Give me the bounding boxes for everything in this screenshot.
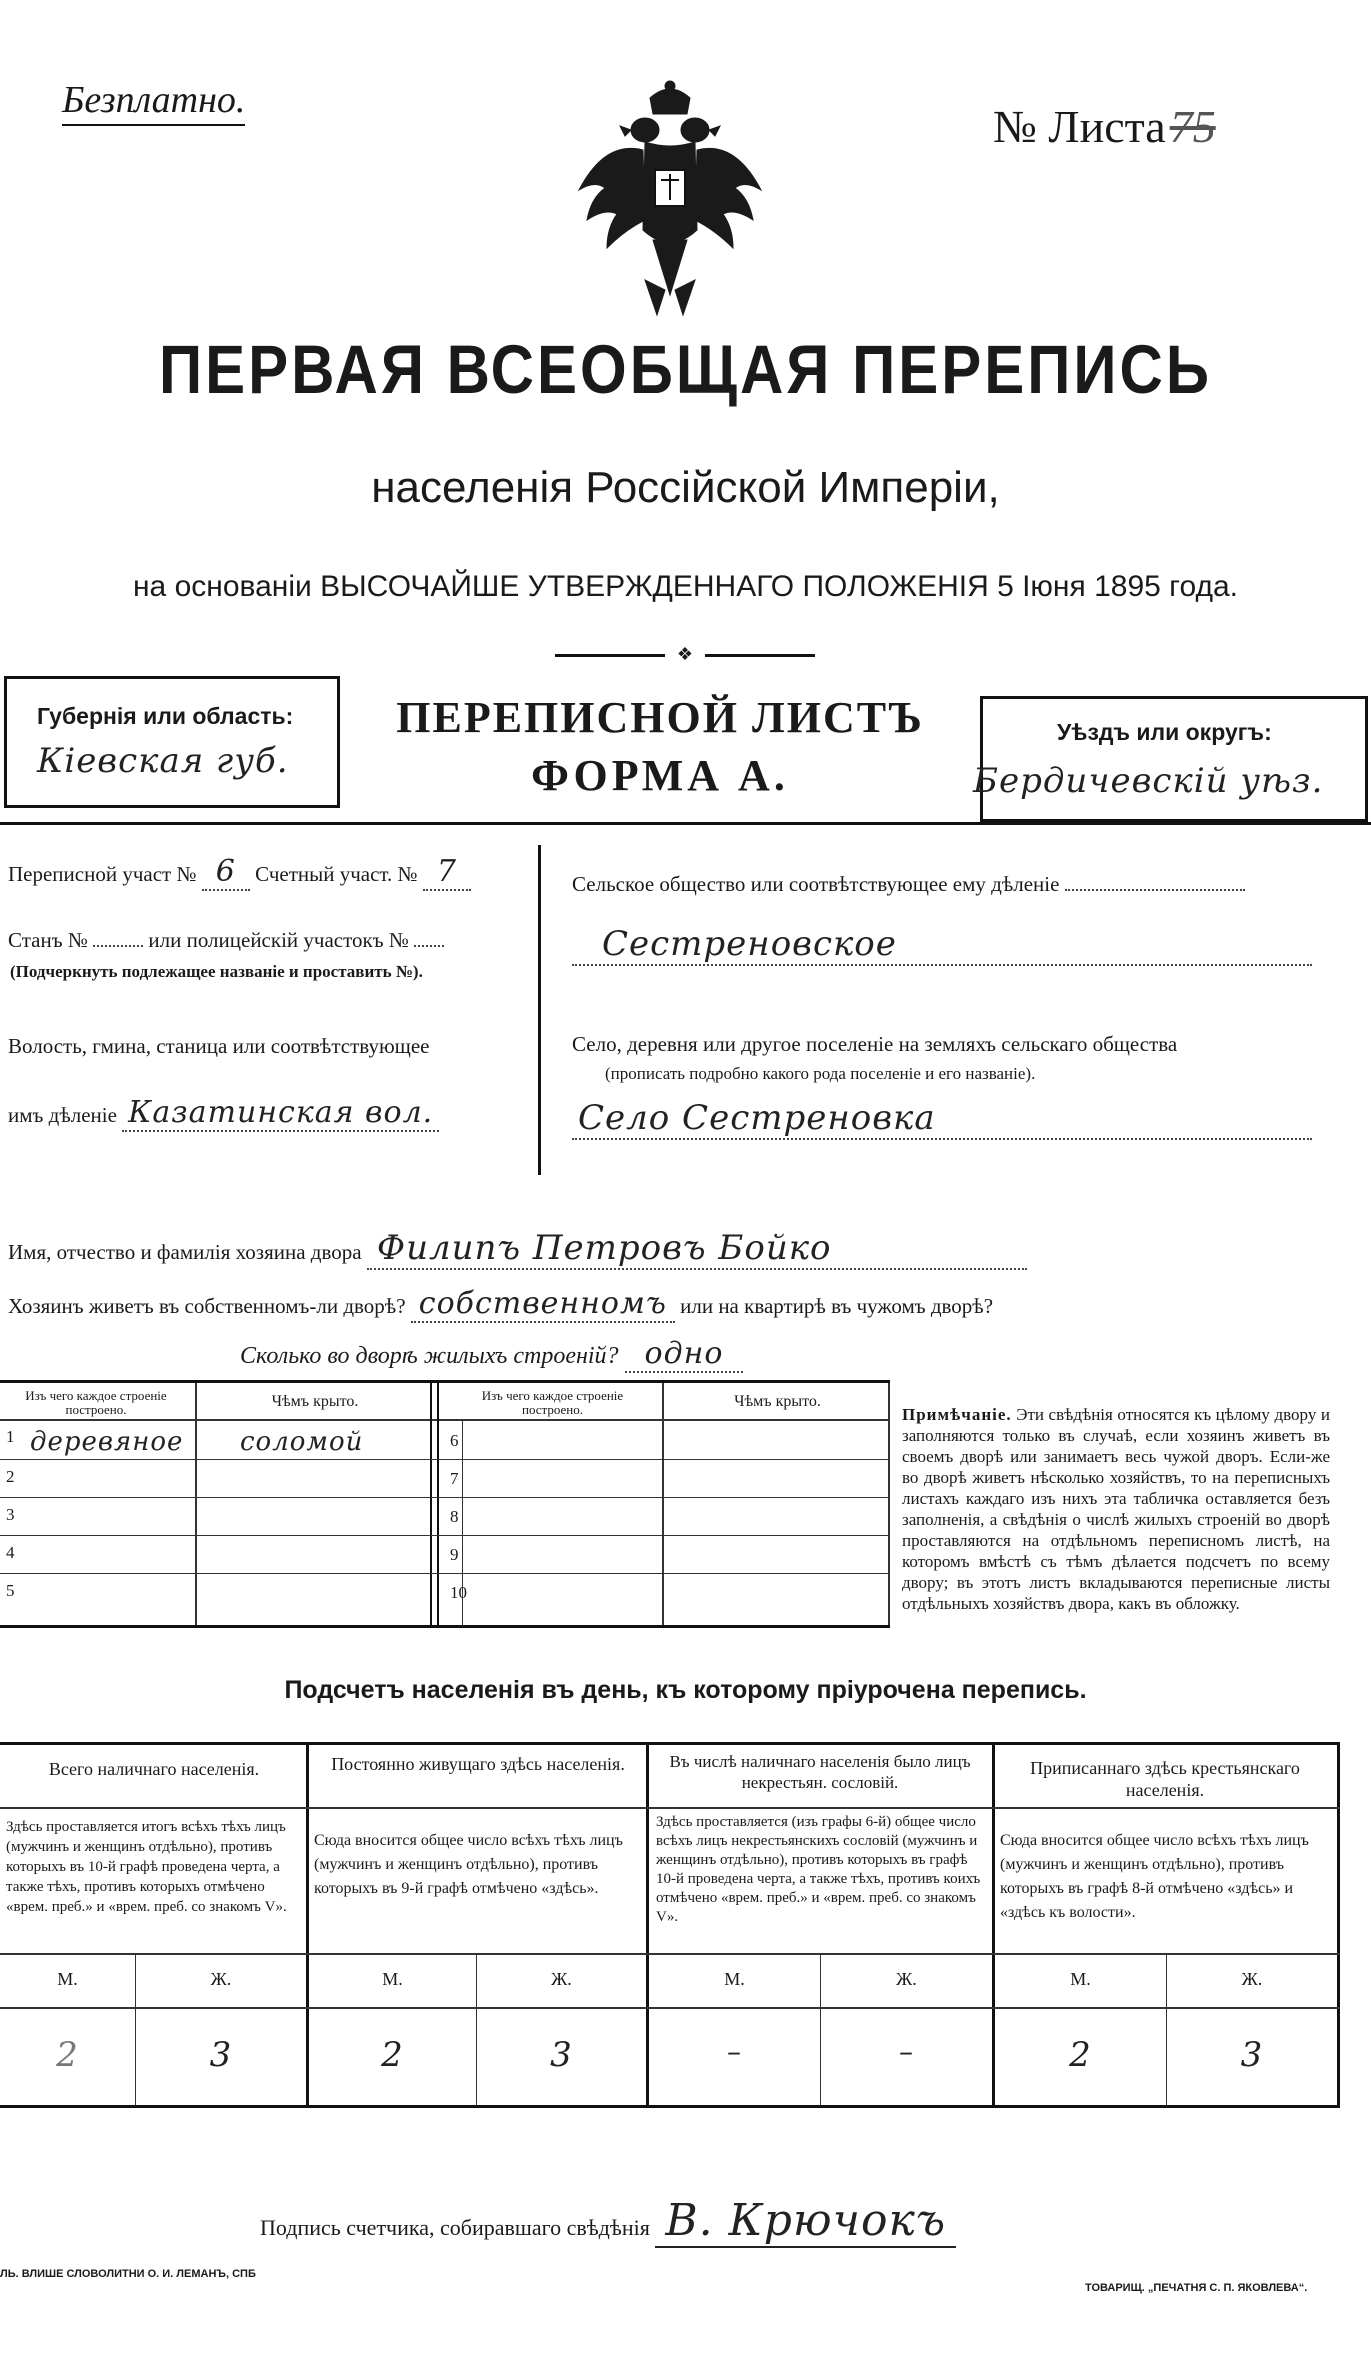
pop-col2-m-label: М. <box>382 1969 403 1989</box>
schetny-label: Счетный участ. № <box>255 862 418 886</box>
uezd-label: Уѣздъ или округъ: <box>1057 719 1272 745</box>
gubernia-value: Кіевская губ. <box>37 741 289 781</box>
note-title: Примѣчаніе. <box>902 1405 1012 1424</box>
buildings-row <box>240 1336 743 1371</box>
section-divider-top <box>0 822 1371 825</box>
form-subtitle: ФОРМА А. <box>531 751 789 800</box>
uchastok-label: Переписной участ № <box>8 862 197 886</box>
settlement-note: (прописать подробно какого рода поселеніе и его названіе). <box>605 1064 1036 1083</box>
pop-col4-f-label: Ж. <box>1241 1969 1263 1989</box>
buildings-label: Сколько во дворѣ жилыхъ строеній? <box>240 1343 619 1369</box>
col-roof-left: Чѣмъ крыто. <box>271 1393 359 1410</box>
buildings-value: одно <box>625 1336 744 1373</box>
imperial-eagle-emblem <box>565 80 775 320</box>
pop-col4-m-value: 2 <box>1069 2035 1092 2075</box>
building-row-number: 5 <box>6 1581 15 1600</box>
pop-col1-m-value: 2 <box>56 2035 79 2075</box>
pop-col3-m-value: – <box>727 2035 742 2068</box>
column-divider <box>538 845 541 1175</box>
schetny-value: 7 <box>423 854 471 891</box>
society-value: Сестреновское <box>572 924 1312 966</box>
stan-label: Станъ № <box>8 928 88 952</box>
uezd-value: Бердичевскій уѣз. <box>973 761 1324 801</box>
col-material-right: Изъ чего каждое строеніе построено. <box>481 1388 624 1417</box>
owner-lives-value: собственномъ <box>411 1286 675 1323</box>
page-subtitle: населенія Россійской Имперіи, <box>371 463 1000 512</box>
pop-col3-f-value: – <box>899 2035 914 2068</box>
pop-col2-f-value: 3 <box>550 2035 573 2075</box>
police-label: или полицейскій участокъ № <box>148 928 409 952</box>
society-label: Сельское общество или соотвѣтствующее ему дѣленіе <box>572 872 1060 896</box>
pop-col3-f-label: Ж. <box>896 1969 917 1989</box>
owner-name-label: Имя, отчество и фамилія хозяина двора <box>8 1240 362 1264</box>
owner-name-row <box>8 1228 1027 1270</box>
volost-row <box>8 1095 439 1130</box>
building-row-number: 3 <box>6 1505 15 1524</box>
owner-lives-label-b: или на квартирѣ въ чужомъ дворѣ? <box>680 1294 994 1318</box>
pop-col1-f-value: 3 <box>209 2035 233 2075</box>
ornament-divider: ❖ <box>555 650 815 660</box>
uezd-box <box>973 696 1368 822</box>
pop-col2-m-value: 2 <box>381 2035 404 2075</box>
settlement-label: Село, деревня или другое поселеніе на земляхъ сельскаго общества <box>572 1032 1178 1056</box>
signature-row <box>260 2195 956 2246</box>
building-row-number: 10 <box>450 1583 467 1602</box>
pop-col4-header: Приписаннаго здѣсь крестьянскаго населенія. <box>1030 1758 1300 1800</box>
pop-col2-header: Постоянно живущаго здѣсь населенія. <box>331 1754 625 1774</box>
pop-col3-header: Въ числѣ наличнаго населенія было лицъ некрестьян. сословій. <box>669 1752 971 1792</box>
pop-col4-m-label: М. <box>1070 1969 1091 1989</box>
owner-lives-label-a: Хозяинъ живетъ въ собственномъ-ли дворѣ? <box>8 1294 406 1318</box>
signature-label: Подпись счетчика, собиравшаго свѣдѣнія <box>260 2215 650 2240</box>
pop-col1-header: Всего наличнаго населенія. <box>48 1759 260 1779</box>
building-row-number: 8 <box>450 1507 459 1526</box>
building-row-number: 2 <box>6 1467 15 1486</box>
settlement-value: Село Сестреновка <box>572 1098 1312 1140</box>
col-material-left: Изъ чего каждое строеніе построено. <box>25 1388 167 1417</box>
sheet-number-value: 75 <box>1169 101 1216 152</box>
pop-col3-desc: Здѣсь проставляется (изъ графы 6-й) общее число всѣхъ лицъ некрестьянскихъ сословій (мужчинъ и женщинъ отдѣльно), противъ которыхъ въ графѣ 10-й проведена черта, а также тѣхъ, противъ коихъ отмѣчено «врем. преб.» и «врем. преб. со знакомъ V». <box>656 1814 981 1925</box>
building-row-number: 9 <box>450 1545 459 1564</box>
page-title: ПЕРВАЯ ВСЕОБЩАЯ ПЕРЕПИСЬ <box>159 330 1212 409</box>
decree-basis: на основаніи ВЫСОЧАЙШЕ УТВЕРЖДЕННАГО ПОЛОЖЕНІЯ 5 Іюня 1895 года. <box>132 570 1238 603</box>
building-material: деревяное <box>30 1427 184 1457</box>
pop-col2-f-label: Ж. <box>551 1969 572 1989</box>
free-label: Безплатно. <box>62 78 245 126</box>
pop-col1-m-label: М. <box>57 1969 78 1989</box>
pop-col4-desc: Сюда вносится общее число всѣхъ тѣхъ лицъ (мужчинъ и женщинъ отдѣльно), противъ которыхъ въ графѣ 8-й отмѣчено «здѣсь» и «здѣсь къ волости». <box>1000 1832 1309 1921</box>
building-row-number: 6 <box>450 1431 459 1450</box>
building-row-number: 7 <box>450 1469 459 1488</box>
note-block <box>902 1404 1330 1614</box>
pop-col2-desc: Сюда вносится общее число всѣхъ тѣхъ лицъ (мужчинъ и женщинъ отдѣльно), противъ которыхъ въ 9-й графѣ отмѣчено «здѣсь». <box>314 1832 623 1897</box>
uchastok-row <box>8 854 471 889</box>
volost-label-2: имъ дѣленіе <box>8 1103 117 1127</box>
building-row-number: 1 <box>6 1427 15 1446</box>
pop-col1-f-label: Ж. <box>210 1969 232 1989</box>
printer-right: ТОВАРИЩ. „ПЕЧАТНЯ С. П. ЯКОВЛЕВА“. <box>1085 2282 1308 2294</box>
col-roof-right: Чѣмъ крыто. <box>734 1393 821 1410</box>
note-text: Эти свѣдѣнія относятся къ цѣлому двору и заполняются только въ случаѣ, если хозяинъ живетъ въ своемъ дворѣ или занимаетъ весь чужой дворъ. Если-же во дворѣ живетъ нѣсколько хозяйствъ, то на переписныхъ листахъ каждаго изъ нихъ эта табличка оставляется безъ заполненія, а свѣдѣнія о числѣ жилыхъ строеній во дворѣ проставляются на отдѣльномъ переписномъ листѣ, на которомъ вмѣстѣ съ тѣмъ дѣлается подсчетъ по всему двору; въ этотъ листъ вкладываются переписные листы отдѣльныхъ хозяйствъ двора, какъ въ обложку. <box>902 1405 1330 1613</box>
owner-name-value: Филипъ Петровъ Бойко <box>367 1228 1027 1270</box>
gubernia-label: Губернія или область: <box>37 703 294 729</box>
stan-row <box>8 928 444 953</box>
sheet-number <box>993 100 1216 153</box>
printer-left: ЛЬ. ВЛИШЕ СЛОВОЛИТНИ О. И. ЛЕМАНЪ, СПБ <box>0 2268 256 2280</box>
uchastok-value: 6 <box>202 854 250 891</box>
building-roof: соломой <box>240 1427 364 1457</box>
society-row <box>572 872 1245 897</box>
population-table <box>0 1742 1340 2108</box>
pop-col4-f-value: 3 <box>1240 2035 1264 2075</box>
buildings-table <box>0 1380 890 1628</box>
sheet-number-label: № Листа <box>993 101 1166 152</box>
gubernia-box <box>4 676 340 808</box>
pop-col3-m-label: М. <box>724 1969 745 1989</box>
owner-lives-row <box>8 1286 993 1321</box>
population-title: Подсчетъ населенія въ день, къ которому пріурочена перепись. <box>284 1676 1087 1704</box>
pop-col1-desc: Здѣсь проставляется итогъ всѣхъ тѣхъ лицъ (мужчинъ и женщинъ отдѣльно), противъ которыхъ въ 10-й графѣ проведена черта, а также тѣхъ, противъ которыхъ отмѣчено «врем. преб.» и «врем. преб. со знакомъ V». <box>6 1819 287 1915</box>
underline-note: (Подчеркнуть подлежащее названіе и проставить №). <box>10 962 423 981</box>
volost-label: Волость, гмина, станица или соотвѣтствующее <box>8 1034 430 1058</box>
form-title: ПЕРЕПИСНОЙ ЛИСТЪ <box>396 693 924 742</box>
signature-value: В. Крючокъ <box>655 2195 956 2248</box>
building-row-number: 4 <box>6 1543 15 1562</box>
volost-value: Казатинская вол. <box>122 1095 439 1132</box>
